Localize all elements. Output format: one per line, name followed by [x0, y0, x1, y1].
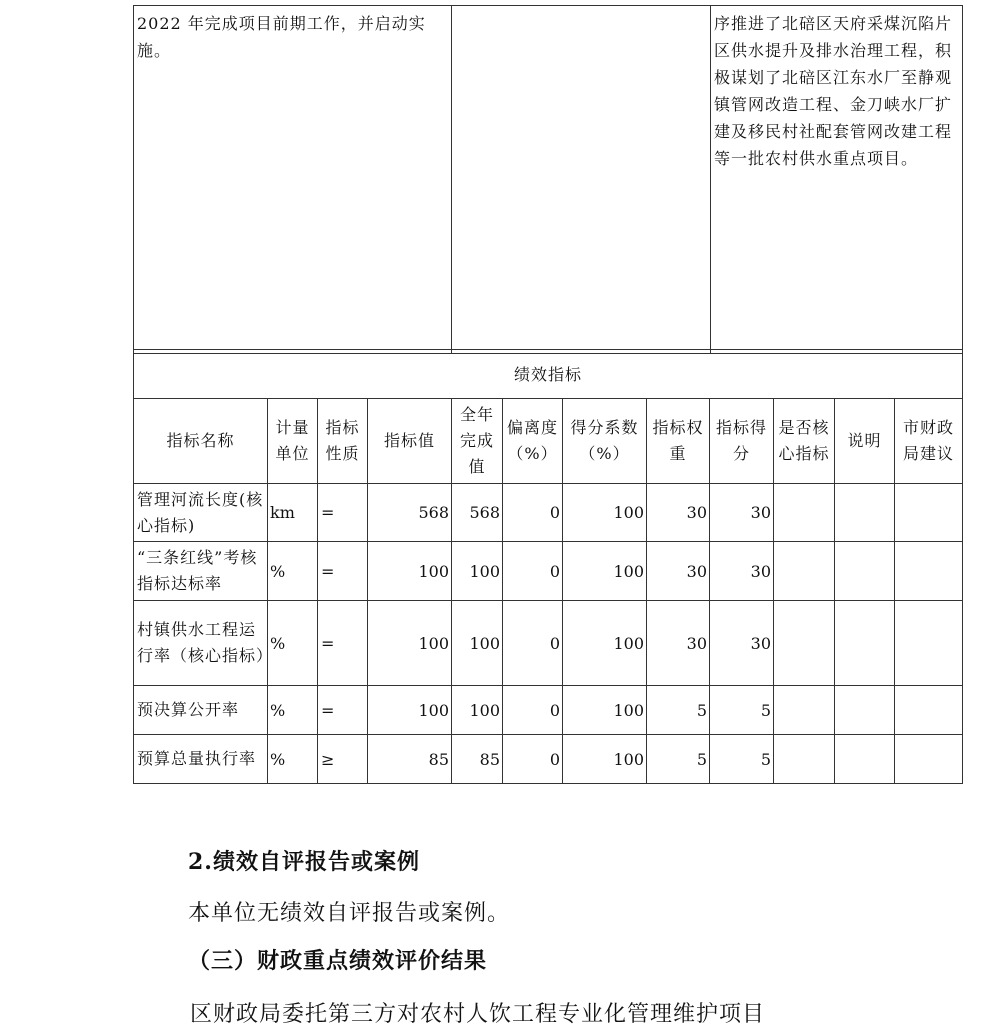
weight-cell: 5: [647, 686, 710, 735]
core-flag-cell: [774, 542, 835, 601]
note-cell: [835, 484, 895, 542]
coefficient-cell: 100: [563, 601, 647, 686]
actual-value-cell: 100: [452, 542, 503, 601]
score-cell: 30: [710, 601, 774, 686]
indicator-name-cell: 预决算公开率: [134, 686, 268, 735]
table-row: [134, 601, 963, 686]
coefficient-cell: 100: [563, 686, 647, 735]
coefficient-cell: 100: [563, 484, 647, 542]
target-value-cell: 85: [368, 735, 452, 784]
table-header-cell: 全年完成值: [452, 399, 503, 484]
note-cell: [835, 601, 895, 686]
table-header-cell: 指标得分: [710, 399, 774, 484]
score-cell: 5: [710, 686, 774, 735]
unit-cell: %: [268, 601, 318, 686]
weight-cell: 30: [647, 484, 710, 542]
deviation-cell: 0: [503, 686, 563, 735]
table-row: [134, 735, 963, 784]
suggestion-cell: [895, 542, 963, 601]
table-header-cell: 偏离度（%）: [503, 399, 563, 484]
note-cell: [835, 735, 895, 784]
weight-cell: 30: [647, 542, 710, 601]
unit-cell: km: [268, 484, 318, 542]
deviation-cell: 0: [503, 735, 563, 784]
core-flag-cell: [774, 686, 835, 735]
table-header-cell: 计量单位: [268, 399, 318, 484]
performance-indicator-table: [133, 349, 963, 784]
suggestion-cell: [895, 601, 963, 686]
actual-value-cell: 568: [452, 484, 503, 542]
subsection-body-text: 区财政局委托第三方对农村人饮工程专业化管理维护项目: [190, 1002, 766, 1027]
target-value-cell: 100: [368, 542, 452, 601]
performance-table-title: 绩效指标: [134, 350, 963, 399]
deviation-cell: 0: [503, 601, 563, 686]
suggestion-cell: [895, 484, 963, 542]
unit-cell: %: [268, 735, 318, 784]
progress-left-cell: 2022 年完成项目前期工作，并启动实施。: [134, 6, 452, 354]
table-header-cell: 是否核心指标: [774, 399, 835, 484]
table-header-cell: 指标值: [368, 399, 452, 484]
target-value-cell: 100: [368, 601, 452, 686]
section-heading: 2.绩效自评报告或案例: [188, 849, 420, 875]
table-header-row: [134, 399, 963, 484]
deviation-cell: 0: [503, 542, 563, 601]
actual-value-cell: 100: [452, 686, 503, 735]
nature-cell: ≥: [318, 735, 368, 784]
unit-cell: %: [268, 542, 318, 601]
section-body-text: 本单位无绩效自评报告或案例。: [188, 901, 511, 926]
project-progress-table: [133, 5, 963, 354]
indicator-name-cell: “三条红线”考核指标达标率: [134, 542, 268, 601]
weight-cell: 30: [647, 601, 710, 686]
note-cell: [835, 542, 895, 601]
coefficient-cell: 100: [563, 542, 647, 601]
weight-cell: 5: [647, 735, 710, 784]
core-flag-cell: [774, 735, 835, 784]
table-header-cell: 市财政局建议: [895, 399, 963, 484]
indicator-name-cell: 预算总量执行率: [134, 735, 268, 784]
progress-middle-cell: [452, 6, 711, 354]
table-header-cell: 说明: [835, 399, 895, 484]
core-flag-cell: [774, 601, 835, 686]
actual-value-cell: 100: [452, 601, 503, 686]
target-value-cell: 568: [368, 484, 452, 542]
nature-cell: =: [318, 484, 368, 542]
coefficient-cell: 100: [563, 735, 647, 784]
table-header-cell: 指标权重: [647, 399, 710, 484]
nature-cell: =: [318, 601, 368, 686]
table-header-cell: 指标性质: [318, 399, 368, 484]
core-flag-cell: [774, 484, 835, 542]
suggestion-cell: [895, 735, 963, 784]
deviation-cell: 0: [503, 484, 563, 542]
score-cell: 30: [710, 542, 774, 601]
nature-cell: =: [318, 542, 368, 601]
score-cell: 30: [710, 484, 774, 542]
note-cell: [835, 686, 895, 735]
score-cell: 5: [710, 735, 774, 784]
indicator-name-cell: 管理河流长度(核心指标): [134, 484, 268, 542]
actual-value-cell: 85: [452, 735, 503, 784]
table-row: [134, 542, 963, 601]
target-value-cell: 100: [368, 686, 452, 735]
unit-cell: %: [268, 686, 318, 735]
subsection-heading: （三）财政重点绩效评价结果: [188, 948, 488, 974]
table-row: [134, 686, 963, 735]
indicator-name-cell: 村镇供水工程运行率（核心指标）: [134, 601, 268, 686]
suggestion-cell: [895, 686, 963, 735]
progress-right-cell: 序推进了北碚区天府采煤沉陷片区供水提升及排水治理工程，积极谋划了北碚区江东水厂至静观镇管网改造工程、金刀峡水厂扩建及移民村社配套管网改建工程等一批农村供水重点项目。: [711, 6, 963, 354]
table-row: [134, 484, 963, 542]
nature-cell: =: [318, 686, 368, 735]
table-header-cell: 指标名称: [134, 399, 268, 484]
table-header-cell: 得分系数（%）: [563, 399, 647, 484]
